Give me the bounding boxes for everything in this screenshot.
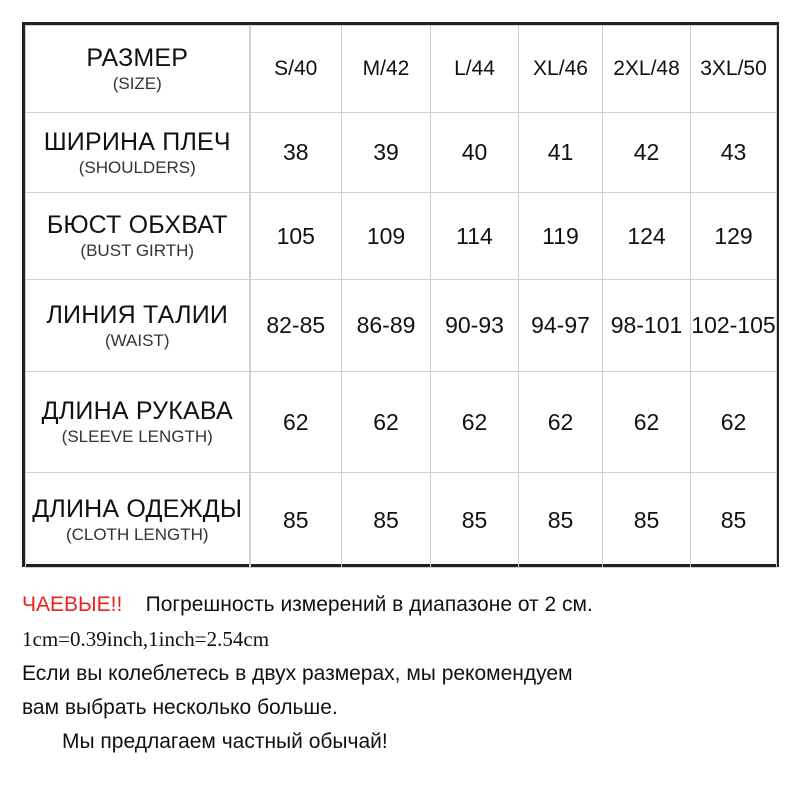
value-cell: 62 <box>691 372 777 473</box>
value-cell: 43 <box>691 113 777 193</box>
row-label-ru: БЮСТ ОБХВАТ <box>46 211 228 239</box>
custom-line: Мы предлагаем частный обычай! <box>62 730 388 753</box>
value-cell: 41 <box>519 113 603 193</box>
value-cell: 42 <box>603 113 691 193</box>
row-label-ru: ДЛИНА РУКАВА <box>41 397 233 425</box>
row-label-cell <box>26 193 250 280</box>
row-label-en: (SHOULDERS) <box>78 157 196 177</box>
value-cell: 62 <box>342 372 431 473</box>
row-label-cell <box>26 473 250 568</box>
value-cell: 85 <box>250 473 342 568</box>
row-label-cell <box>26 372 250 473</box>
value-cell: 38 <box>250 113 342 193</box>
size-header: S/40 <box>250 26 342 113</box>
size-header: 3XL/50 <box>691 26 777 113</box>
value-cell: 85 <box>691 473 777 568</box>
table-row <box>26 113 777 193</box>
size-header: L/44 <box>431 26 519 113</box>
row-label-en: (CLOTH LENGTH) <box>65 525 209 544</box>
table-row <box>26 193 777 280</box>
row-label-ru: ЛИНИЯ ТАЛИИ <box>46 300 229 329</box>
value-cell: 98-101 <box>603 280 691 372</box>
value-cell: 39 <box>342 113 431 193</box>
row-label-ru: ШИРИНА ПЛЕЧ <box>43 127 231 156</box>
table-row <box>26 473 777 568</box>
value-cell: 85 <box>342 473 431 568</box>
tip-line <box>22 588 782 622</box>
value-cell: 124 <box>603 193 691 280</box>
value-cell: 94-97 <box>519 280 603 372</box>
size-label-en: (SIZE) <box>112 74 162 93</box>
row-label-cell <box>26 113 250 193</box>
value-cell: 119 <box>519 193 603 280</box>
value-cell: 62 <box>431 372 519 473</box>
size-header: 2XL/48 <box>603 26 691 113</box>
value-cell: 102-105 <box>691 280 777 372</box>
row-label-ru: ДЛИНА ОДЕЖДЫ <box>32 495 243 523</box>
value-cell: 86-89 <box>342 280 431 372</box>
value-cell: 62 <box>603 372 691 473</box>
value-cell: 40 <box>431 113 519 193</box>
value-cell: 62 <box>250 372 342 473</box>
size-chart-table <box>22 22 779 567</box>
notes-section <box>22 588 782 759</box>
header-label-cell <box>26 26 250 113</box>
size-label-ru: РАЗМЕР <box>86 44 189 72</box>
tolerance-note: Погрешность измерений в диапазоне от 2 см. <box>145 593 593 616</box>
value-cell: 82-85 <box>250 280 342 372</box>
value-cell: 85 <box>519 473 603 568</box>
value-cell: 114 <box>431 193 519 280</box>
size-header: XL/46 <box>519 26 603 113</box>
value-cell: 85 <box>603 473 691 568</box>
value-cell: 62 <box>519 372 603 473</box>
advice-line-2: вам выбрать несколько больше. <box>22 696 338 719</box>
size-header: M/42 <box>342 26 431 113</box>
advice-line-1: Если вы колеблетесь в двух размерах, мы рекомендуем <box>22 662 573 685</box>
value-cell: 90-93 <box>431 280 519 372</box>
table-row <box>26 280 777 372</box>
row-label-en: (WAIST) <box>104 330 170 350</box>
value-cell: 109 <box>342 193 431 280</box>
value-cell: 129 <box>691 193 777 280</box>
value-cell: 105 <box>250 193 342 280</box>
conversion-note: 1cm=0.39inch,1inch=2.54cm <box>22 627 270 651</box>
header-row <box>26 26 777 113</box>
table-row <box>26 372 777 473</box>
row-label-cell <box>26 280 250 372</box>
conversion-line <box>22 622 782 657</box>
tip-label: ЧАЕВЫЕ!! <box>22 593 123 616</box>
row-label-en: (BUST GIRTH) <box>80 241 195 260</box>
row-label-en: (SLEEVE LENGTH) <box>61 427 213 446</box>
value-cell: 85 <box>431 473 519 568</box>
